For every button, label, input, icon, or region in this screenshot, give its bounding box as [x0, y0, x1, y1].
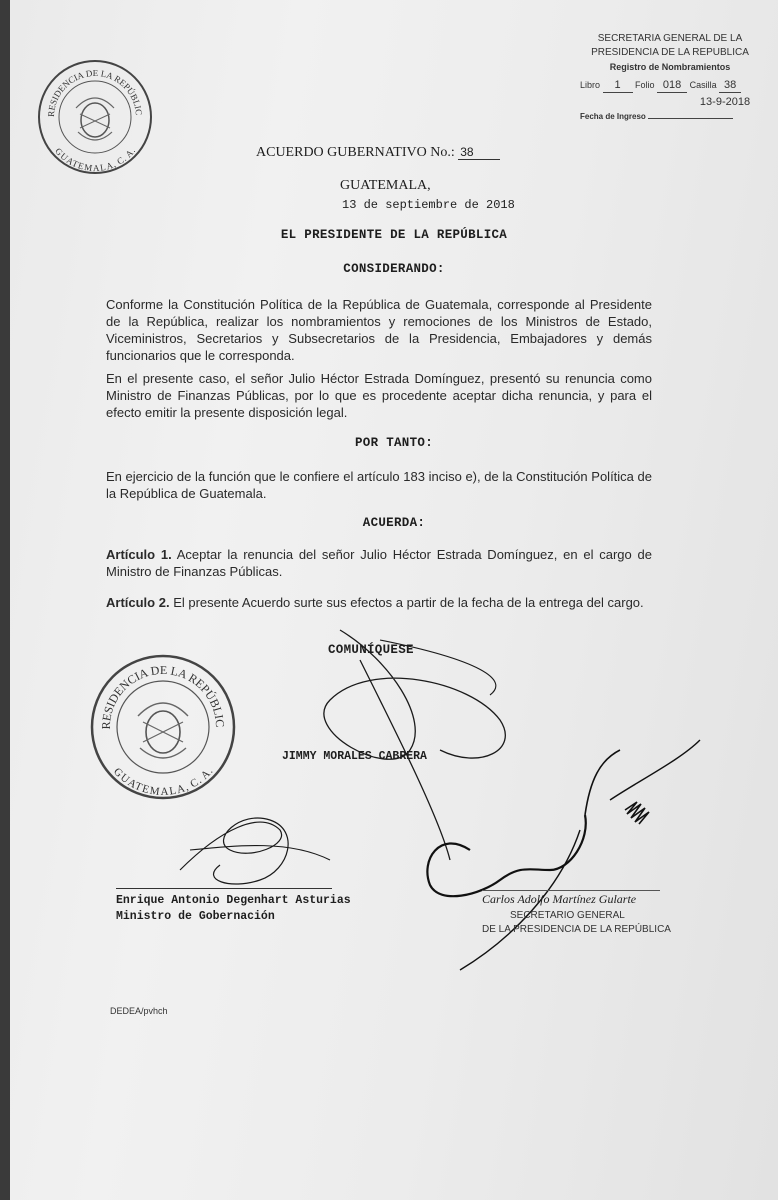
- folio-value: 018: [657, 78, 687, 93]
- folio-label: Folio: [635, 80, 655, 90]
- secretary-title-1: SECRETARIO GENERAL: [510, 910, 625, 921]
- registry-line3: Registro de Nombramientos: [609, 62, 731, 72]
- seal-top-text: RESIDENCIA DE LA REPÚBLIC: [45, 67, 145, 118]
- seal-bottom-text: GUATEMALA, C. A.: [53, 145, 138, 174]
- registry-date-label: Fecha de Ingreso: [580, 112, 646, 121]
- acuerdo-line: [256, 145, 500, 161]
- considerando-paragraph-2: En el presente caso, el señor Julio Héctor Estrada Domínguez, presentó su renuncia como Ministro de Finanzas Públicas, por lo que es procedente aceptar dicha renuncia, y para el efecto emitir la presente disposición legal.: [106, 371, 652, 420]
- casilla-label: Casilla: [689, 80, 717, 90]
- article-1-text: Aceptar la renuncia del señor Julio Héctor Estrada Domínguez, en el cargo de Ministro de Finanzas Públicas.: [106, 547, 652, 579]
- seal-bottom-top-text: RESIDENCIA DE LA REPÚBLIC: [98, 662, 228, 730]
- svg-text:PRESIDENCIA DE LA REPÚBLICA: [36, 58, 144, 117]
- por-tanto-heading: POR TANTO:: [354, 436, 433, 450]
- registry-line2: PRESIDENCIA DE LA REPUBLICA: [591, 47, 749, 58]
- date: 13 de septiembre de 2018: [342, 198, 515, 212]
- article-1: [106, 546, 652, 580]
- acuerdo-label: ACUERDO GUBERNATIVO No.:: [256, 145, 455, 160]
- minister-name: Enrique Antonio Degenhart Asturias: [116, 894, 351, 907]
- considerando-heading: CONSIDERANDO:: [343, 262, 445, 276]
- secretary-title-2: DE LA PRESIDENCIA DE LA REPÚBLICA: [482, 924, 671, 935]
- secretary-signature-line: [482, 890, 660, 891]
- seal-bottom-bottom-text: GUATEMALA, C. A.: [110, 765, 216, 799]
- registry-date-value: 13-9-2018: [699, 96, 751, 108]
- minister-signature-line: [116, 888, 332, 889]
- libro-value: 1: [603, 78, 633, 93]
- libro-label: Libro: [580, 80, 601, 90]
- svg-text:GUATEMALA, C. A.: [53, 146, 137, 173]
- comuniquese-heading: COMUNÍQUESE: [328, 643, 414, 657]
- registry-date-label-row: [580, 109, 760, 124]
- seal-top-icon: [36, 58, 154, 176]
- secretary-name: Carlos Adolfo Martínez Gularte: [482, 892, 637, 906]
- article-1-label: Artículo 1.: [106, 547, 172, 562]
- minister-title: Ministro de Gobernación: [116, 910, 275, 923]
- document-page: [10, 0, 778, 1200]
- reference-code: DEDEA/pvhch: [110, 1006, 168, 1016]
- casilla-value: 38: [719, 78, 741, 93]
- considerando-paragraph-1: Conforme la Constitución Política de la República de Guatemala, corresponde al Presidente de la República, realizar los nombramientos y remociones de los Ministros de Estado, Viceministros, Secretarios y Subsecretarios de la Presidencia, Embajadores y demás funcionarios que le corresponda.: [106, 297, 652, 363]
- registry-stamp: [580, 32, 760, 124]
- acuerda-heading: ACUERDA:: [362, 516, 426, 530]
- registry-date-row: [580, 95, 760, 109]
- presidency-seal-top: [36, 58, 154, 176]
- president-heading: EL PRESIDENTE DE LA REPÚBLICA: [280, 228, 508, 242]
- minister-signature: [160, 790, 360, 900]
- article-2-label: Artículo 2.: [106, 595, 170, 610]
- article-2-text: El presente Acuerdo surte sus efectos a partir de la fecha de la entrega del cargo.: [173, 595, 644, 610]
- city: GUATEMALA,: [340, 178, 431, 193]
- president-name: JIMMY MORALES CABRERA: [282, 750, 427, 763]
- registry-line1: SECRETARIA GENERAL DE LA: [597, 33, 743, 44]
- registry-book-row: [580, 78, 760, 93]
- por-tanto-paragraph: En ejercicio de la función que le confiere el artículo 183 inciso e), de la Constitución Política de la República de Guatemala.: [106, 469, 652, 501]
- acuerdo-number: 38: [458, 145, 500, 160]
